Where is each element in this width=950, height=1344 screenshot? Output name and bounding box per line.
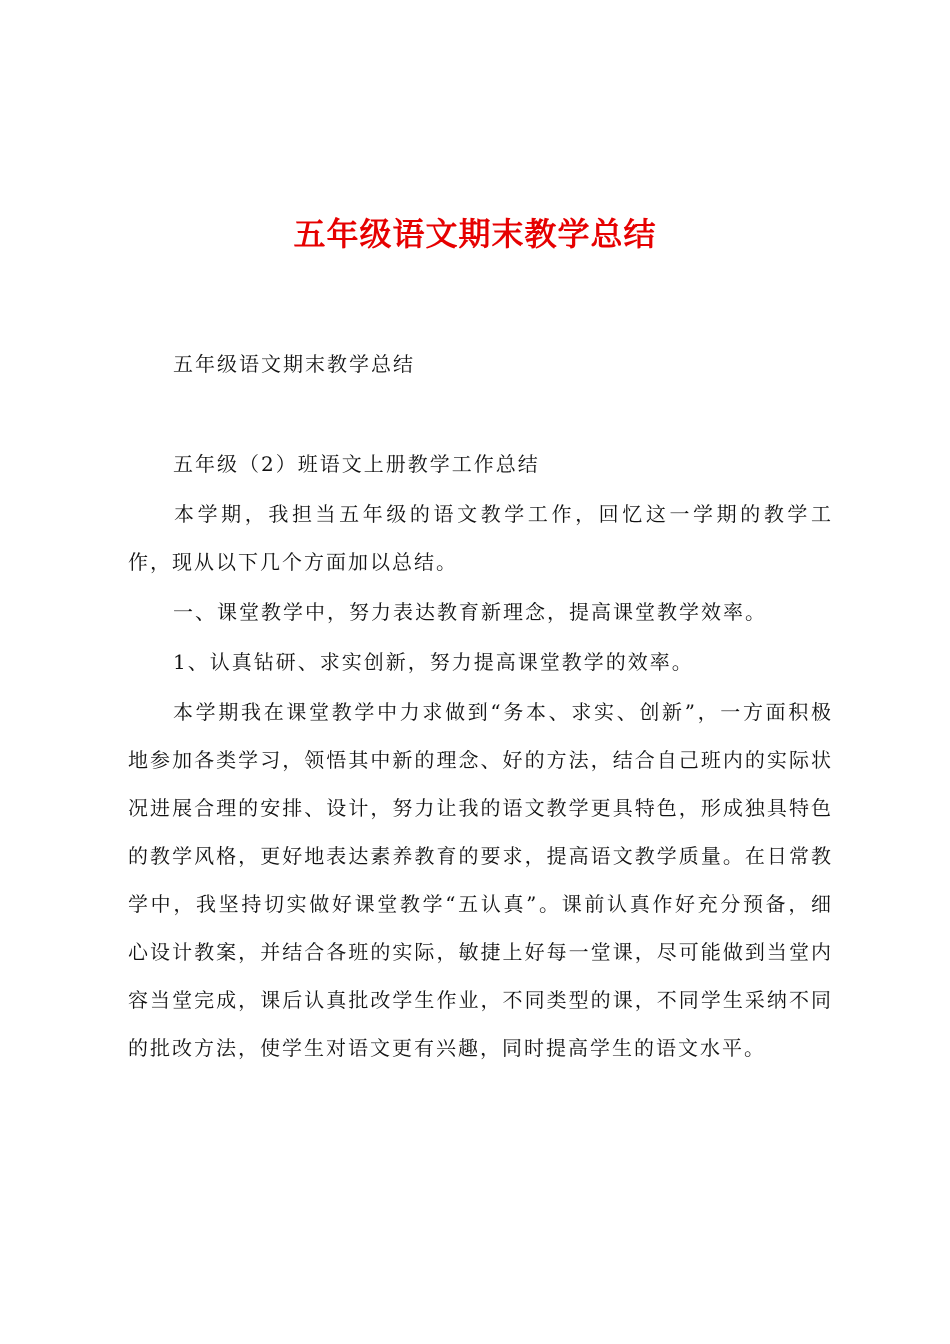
class-heading-paragraph: 五年级（2）班语文上册教学工作总结 [173, 452, 540, 476]
section-heading-1: 一、课堂教学中，努力表达教育新理念，提高课堂教学效率。 [173, 600, 767, 624]
subtitle-paragraph: 五年级语文期末教学总结 [173, 352, 415, 376]
body-paragraph-1: 本学期我在课堂教学中力求做到“务本、求实、创新”，一方面积极地参加各类学习，领悟其中新的理念、好的方法，结合自己班内的实际状况进展合理的安排、设计，努力让我的语文教学更具特色，形成独具特色的教学风格，更好地表达素养教育的要求，提高语文教学质量。在日常教学中，我坚持切实做好课堂教学“五认真”。课前认真作好充分预备，细心设计教案，并结合各班的实际，敏捷上好每一堂课，尽可能做到当堂内容当堂完成，课后认真批改学生作业，不同类型的课，不同学生采纳不同的批改方法，使学生对语文更有兴趣，同时提高学生的语文水平。 [128, 700, 833, 1060]
document-title: 五年级语文期末教学总结 [293, 215, 657, 253]
item-heading-1: 1、认真钻研、求实创新，努力提高课堂教学的效率。 [173, 650, 694, 674]
intro-paragraph: 本学期，我担当五年级的语文教学工作，回忆这一学期的教学工作，现从以下几个方面加以总结。 [128, 502, 833, 574]
